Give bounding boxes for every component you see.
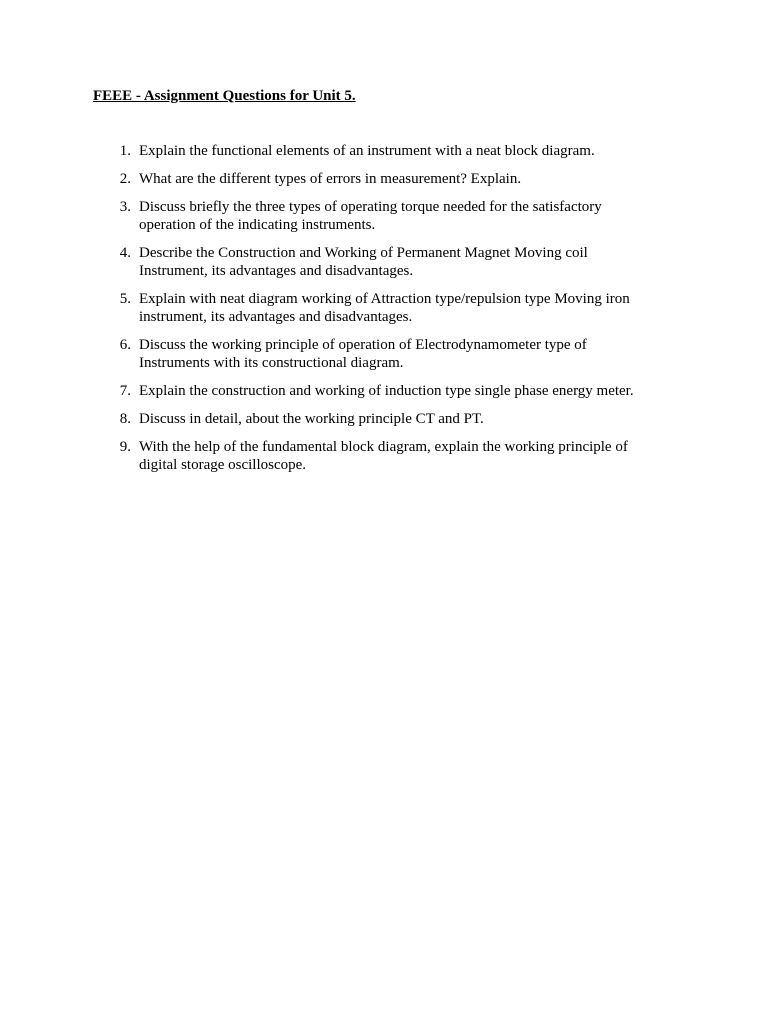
question-text-line-2: Instruments with its constructional diagram. [139,355,404,371]
list-item [111,290,671,326]
question-number: 3. [119,199,131,215]
question-number: 6. [119,337,131,353]
question-number: 9. [119,439,131,455]
question-text-line-2: digital storage oscilloscope. [139,457,307,473]
list-item [111,142,671,160]
list-item [111,438,671,474]
question-text-line-1: Discuss the working principle of operation of Electrodynamometer type of [139,337,587,353]
question-text: Explain the functional elements of an instrument with a neat block diagram. [139,143,595,159]
question-number: 4. [119,245,131,261]
question-number: 5. [119,291,131,307]
question-text-line-2: operation of the indicating instruments. [139,217,376,233]
list-item [111,198,671,234]
list-item [111,336,671,372]
list-item [111,382,671,400]
question-number: 8. [119,411,131,427]
question-number: 7. [119,383,131,399]
list-item [111,410,671,428]
question-text-line-2: instrument, its advantages and disadvantages. [139,309,413,325]
question-text-line-1: Discuss briefly the three types of operating torque needed for the satisfactory [139,199,602,215]
question-text-line-1: Explain with neat diagram working of Attraction type/repulsion type Moving iron [139,291,630,307]
question-text-line-1: Describe the Construction and Working of Permanent Magnet Moving coil [139,245,588,261]
question-text: Explain the construction and working of induction type single phase energy meter. [139,383,634,399]
question-number: 2. [119,171,131,187]
document-title: FEEE - Assignment Questions for Unit 5. [93,88,356,104]
question-text-line-1: With the help of the fundamental block diagram, explain the working principle of [139,439,628,455]
question-text-line-2: Instrument, its advantages and disadvantages. [139,263,414,279]
question-number: 1. [119,143,131,159]
question-text: Discuss in detail, about the working principle CT and PT. [139,411,484,427]
question-list [111,142,671,484]
list-item [111,244,671,280]
list-item [111,170,671,188]
question-text: What are the different types of errors in measurement? Explain. [139,171,522,187]
